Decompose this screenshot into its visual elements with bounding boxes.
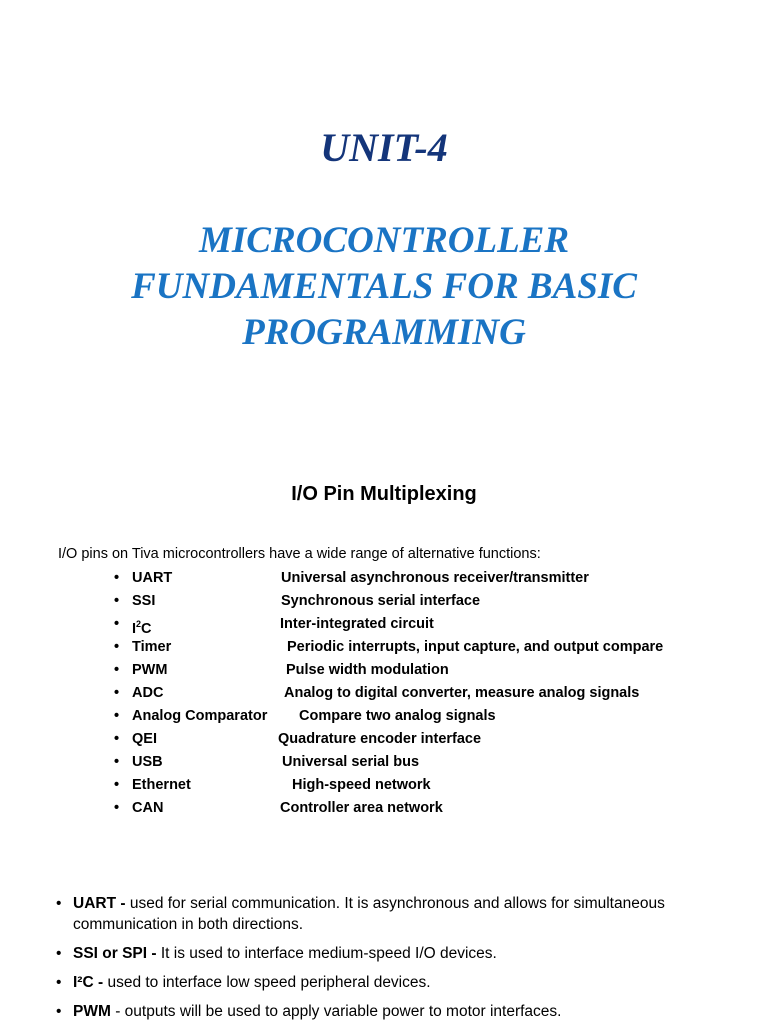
function-name: QEI xyxy=(132,731,157,747)
function-name: UART xyxy=(132,570,173,586)
note-text: - outputs will be used to apply variable power to motor interfaces. xyxy=(110,1003,562,1020)
note-text: used to interface low speed peripheral devices. xyxy=(103,974,431,991)
function-description: Universal asynchronous receiver/transmitter xyxy=(281,570,589,586)
function-name: USB xyxy=(132,754,163,770)
function-name: CAN xyxy=(132,800,164,816)
bullet-icon: • xyxy=(114,662,120,678)
function-description: Quadrature encoder interface xyxy=(278,731,482,747)
main-title-line: PROGRAMMING xyxy=(242,312,526,353)
bullet-icon: • xyxy=(114,800,120,816)
main-title xyxy=(40,218,728,356)
function-name: Timer xyxy=(132,639,172,655)
note-term: PWM xyxy=(73,1003,111,1020)
bullet-icon: • xyxy=(56,1003,62,1020)
bullet-icon: • xyxy=(114,685,120,701)
function-name: PWM xyxy=(132,662,168,678)
bullet-icon: • xyxy=(114,754,120,770)
bullet-icon: • xyxy=(114,777,120,793)
function-description: Compare two analog signals xyxy=(299,708,496,724)
function-name: $I^2C$ xyxy=(132,619,152,637)
note-item xyxy=(56,943,756,964)
note-item xyxy=(56,893,756,935)
function-description: Universal serial bus xyxy=(282,754,420,770)
function-description: High-speed network xyxy=(292,777,431,793)
bullet-icon: • xyxy=(114,616,120,632)
function-description: Periodic interrupts, input capture, and output compare xyxy=(287,639,664,655)
function-description: Controller area network xyxy=(280,800,443,816)
title-slide xyxy=(0,0,768,440)
note-item xyxy=(56,1001,756,1022)
note-text: It is used to interface medium-speed I/O devices. xyxy=(156,945,497,962)
intro-text: I/O pins on Tiva microcontrollers have a wide range of alternative functions: xyxy=(58,546,541,562)
function-description: Analog to digital converter, measure analog signals xyxy=(284,685,640,701)
notes-list xyxy=(56,893,756,1030)
note-item xyxy=(56,972,756,993)
function-description: Inter-integrated circuit xyxy=(280,616,434,632)
bullet-icon: • xyxy=(56,895,62,912)
function-name: SSI xyxy=(132,593,156,609)
bullet-icon: • xyxy=(56,945,62,962)
content-slide xyxy=(0,440,768,1024)
bullet-icon: • xyxy=(114,708,120,724)
note-term: UART - xyxy=(73,895,126,912)
main-title-line: MICROCONTROLLER xyxy=(198,220,570,261)
function-description: Pulse width modulation xyxy=(286,662,449,678)
note-term: I²C - xyxy=(73,974,104,991)
bullet-icon: • xyxy=(114,639,120,655)
bullet-icon: • xyxy=(114,570,120,586)
function-name: Analog Comparator xyxy=(132,708,268,724)
bullet-icon: • xyxy=(114,593,120,609)
note-text: used for serial communication. It is asynchronous and allows for simultaneous communication in both directions. xyxy=(73,895,665,933)
unit-title: UNIT-4 xyxy=(320,125,448,170)
function-name: Ethernet xyxy=(132,777,191,793)
bullet-icon: • xyxy=(114,731,120,747)
note-term: SSI or SPI - xyxy=(73,945,157,962)
function-description: Synchronous serial interface xyxy=(281,593,481,609)
bullet-icon: • xyxy=(56,974,62,991)
function-name: ADC xyxy=(132,685,164,701)
main-title-line: FUNDAMENTALS FOR BASIC xyxy=(131,266,637,307)
section-heading: I/O Pin Multiplexing xyxy=(291,483,477,505)
